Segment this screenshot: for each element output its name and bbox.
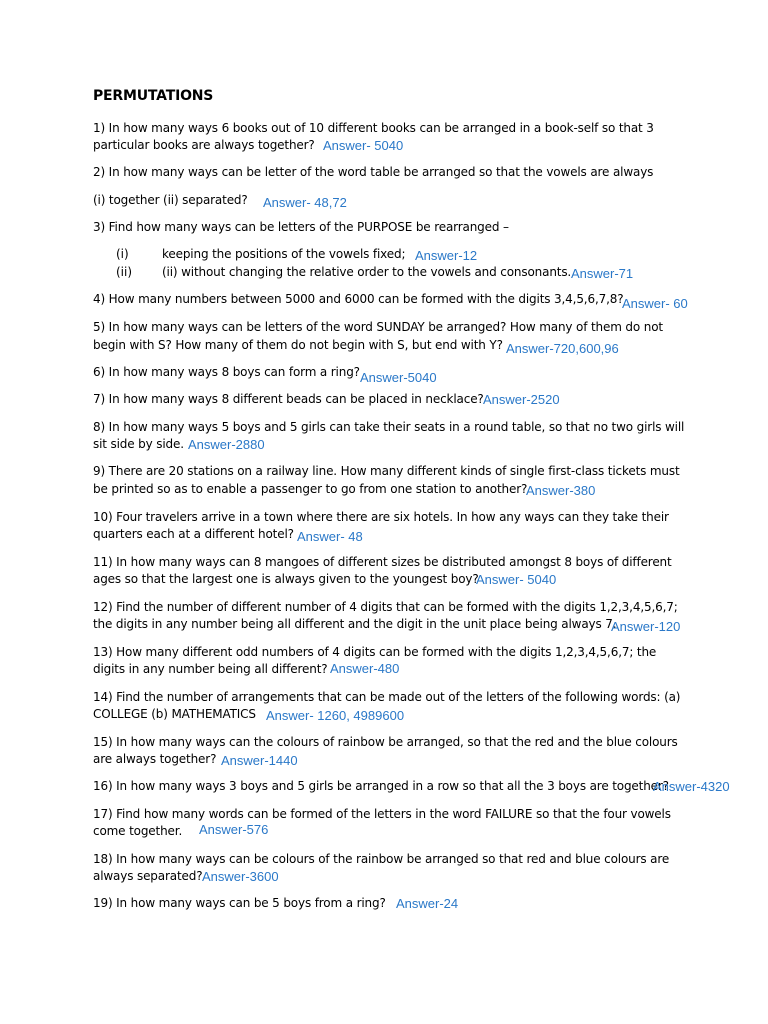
question-text-line: 4) How many numbers between 5000 and 6000 can be formed with the digits 3,4,5,6,7,8? <box>93 292 624 306</box>
question-text-line: 12) Find the number of different number of 4 digits that can be formed with the digits 1,2,3,4,5,6,7; <box>93 600 678 614</box>
answer-text: Answer-12 <box>415 248 478 263</box>
question-text-line: COLLEGE (b) MATHEMATICS <box>93 707 256 721</box>
question-text-line: ages so that the largest one is always given to the youngest boy? <box>93 572 479 586</box>
question-text-line: particular books are always together? <box>93 138 315 152</box>
question-text-line: are always together? <box>93 752 217 766</box>
question-text-line: 10) Four travelers arrive in a town where there are six hotels. In how any ways can they take their <box>93 510 669 524</box>
sub-question-text: (ii) without changing the relative order to the vowels and consonants. <box>162 265 572 279</box>
question-text-line: 7) In how many ways 8 different beads can be placed in necklace? <box>93 392 484 406</box>
question-text-line: quarters each at a different hotel? <box>93 527 294 541</box>
question-text-line: 11) In how many ways can 8 mangoes of different sizes be distributed amongst 8 boys of different <box>93 555 672 569</box>
answer-text: Answer-71 <box>571 266 634 281</box>
question-text-line: 16) In how many ways 3 boys and 5 girls be arranged in a row so that all the 3 boys are together? <box>93 779 669 793</box>
question-text-line: 19) In how many ways can be 5 boys from a ring? <box>93 896 386 910</box>
question-text-line: 14) Find the number of arrangements that can be made out of the letters of the following words: (a) <box>93 690 681 704</box>
answer-text: Answer-576 <box>199 822 269 837</box>
question-text-line: 2) In how many ways can be letter of the word table be arranged so that the vowels are always <box>93 165 654 179</box>
answer-text: Answer-380 <box>526 483 596 498</box>
answer-text: Answer-1440 <box>221 753 298 768</box>
question-text-line: 3) Find how many ways can be letters of the PURPOSE be rearranged – <box>93 220 509 234</box>
question-text-line: 1) In how many ways 6 books out of 10 different books can be arranged in a book-self so that 3 <box>93 121 654 135</box>
question-text-line: always separated? <box>93 869 203 883</box>
sub-question-text: keeping the positions of the vowels fixed; <box>162 247 406 261</box>
sub-question-number: (ii) <box>116 265 133 279</box>
question-text-line: digits in any number being all different? <box>93 662 328 676</box>
sub-question-number: (i) <box>116 247 129 261</box>
answer-text: Answer- 60 <box>622 296 688 311</box>
question-text-line: 8) In how many ways 5 boys and 5 girls can take their seats in a round table, so that no two girls will <box>93 420 685 434</box>
question-text-line: 15) In how many ways can the colours of rainbow be arranged, so that the red and the blue colours <box>93 735 678 749</box>
question-text-line: begin with S? How many of them do not begin with S, but end with Y? <box>93 338 503 352</box>
question-text-line: the digits in any number being all different and the digit in the unit place being always 7. <box>93 617 617 631</box>
question-text-line: (i) together (ii) separated? <box>93 193 248 207</box>
answer-text: Answer-2520 <box>483 392 560 407</box>
question-text-line: come together. <box>93 824 183 838</box>
answer-text: Answer-120 <box>611 619 681 634</box>
answer-text: Answer-24 <box>396 896 459 911</box>
answer-text: Answer-720,600,96 <box>506 341 619 356</box>
answer-text: Answer-3600 <box>202 869 279 884</box>
question-text-line: 17) Find how many words can be formed of the letters in the word FAILURE so that the four vowels <box>93 807 671 821</box>
answer-text: Answer- 5040 <box>476 572 557 587</box>
answer-text: Answer- 48,72 <box>263 195 347 210</box>
answer-text: Answer- 48 <box>297 529 363 544</box>
answer-text: Answer-4320 <box>653 779 730 794</box>
question-text-line: be printed so as to enable a passenger to go from one station to another? <box>93 482 528 496</box>
question-text-line: 6) In how many ways 8 boys can form a ring? <box>93 365 360 379</box>
answer-text: Answer- 1260, 4989600 <box>266 708 405 723</box>
question-text-line: 5) In how many ways can be letters of the word SUNDAY be arranged? How many of them do not <box>93 320 663 334</box>
answer-text: Answer-2880 <box>188 437 265 452</box>
question-text-line: 18) In how many ways can be colours of the rainbow be arranged so that red and blue colours are <box>93 852 670 866</box>
question-text-line: sit side by side. <box>93 437 184 451</box>
question-text-line: 9) There are 20 stations on a railway line. How many different kinds of single first-class tickets must <box>93 464 680 478</box>
answer-text: Answer-480 <box>330 661 400 676</box>
answer-text: Answer-5040 <box>360 370 437 385</box>
answer-text: Answer- 5040 <box>323 138 404 153</box>
question-text-line: 13) How many different odd numbers of 4 digits can be formed with the digits 1,2,3,4,5,6,7; the <box>93 645 657 659</box>
page-title: PERMUTATIONS <box>93 88 214 104</box>
